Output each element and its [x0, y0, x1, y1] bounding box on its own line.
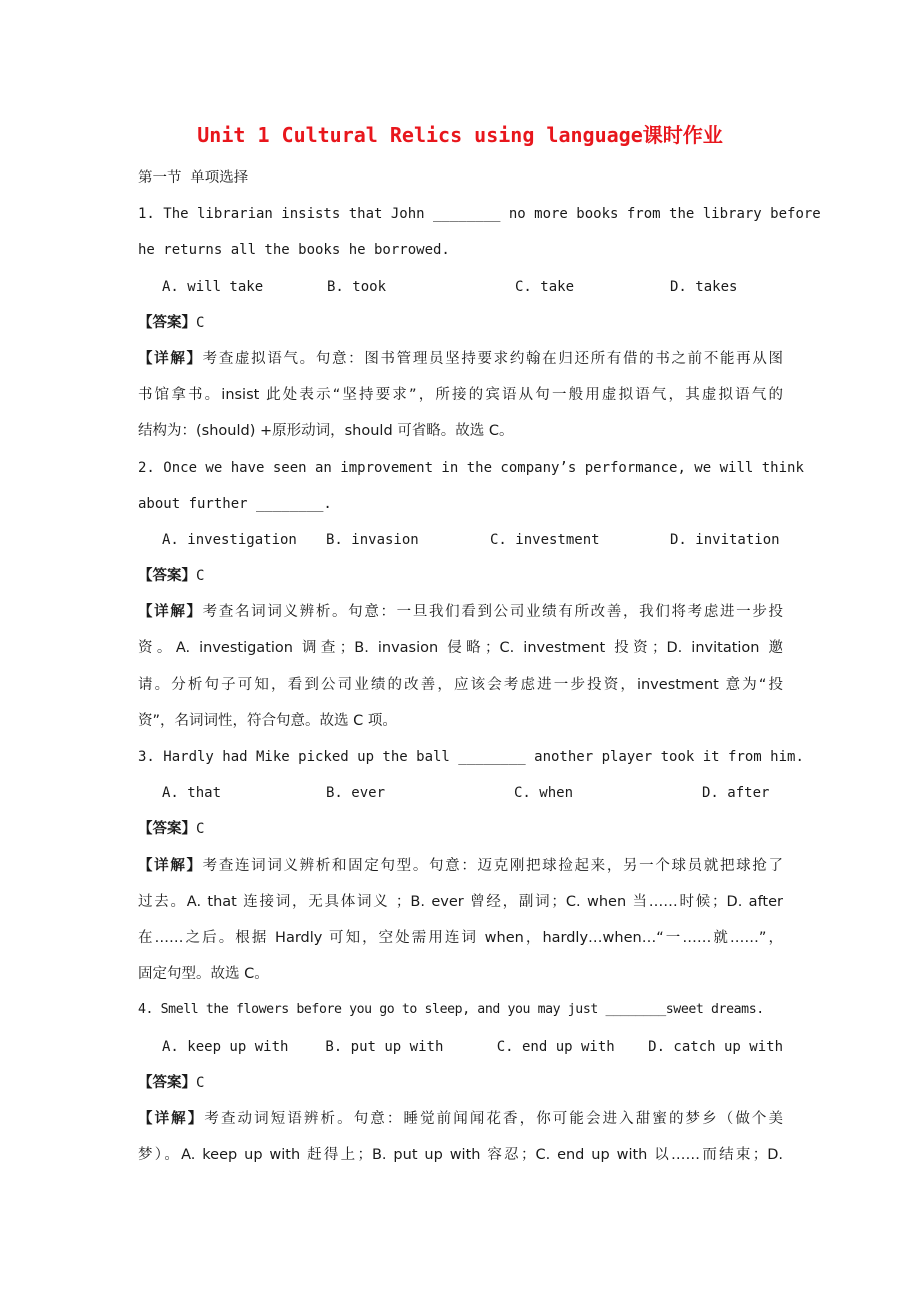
answer-options [138, 1029, 783, 1065]
explanation-line: 梦）。A. keep up with 赶得上；B. put up with 容忍；C. end up with 以……而结束；D. [138, 1147, 783, 1164]
option-a: A. will take [162, 278, 264, 295]
question-stem-line: 4. Smell the flowers before you go to sleep, and you may just ________sweet dreams. [138, 1002, 764, 1018]
explanation-line: 固定句型。故选 C。 [138, 966, 269, 983]
explanation [138, 848, 783, 993]
option-b: B. invasion [326, 531, 419, 548]
answer-options [138, 522, 783, 558]
answer-options [138, 775, 783, 811]
option-b: B. took [327, 278, 387, 295]
explanation-line: 在……之后。根据 Hardly 可知，空处需用连词 when，hardly…when…“一……就……”， [138, 929, 783, 946]
explanation-line: 书馆拿书。insist 此处表示“坚持要求”，所接的宾语从句一般用虚拟语气，其虚拟语气的 [138, 387, 783, 404]
question-2 [138, 450, 804, 740]
explanation-line: 资。A. investigation 调查；B. invasion 侵略；C. investment 投资；D. invitation 邀 [138, 640, 783, 657]
answer-label: 【答案】 [138, 314, 196, 331]
option-a: A. investigation [162, 531, 297, 548]
option-b: B. put up with [325, 1038, 444, 1055]
question-4 [138, 992, 783, 1173]
explanation [138, 341, 783, 450]
document-body [138, 160, 821, 1173]
option-d: D. after [702, 785, 770, 802]
answer-value: C [196, 314, 205, 331]
explanation-line: 【详解】考查动词短语辨析。句意：睡觉前闻闻花香，你可能会进入甜蜜的梦乡（做个美 [138, 1110, 784, 1127]
question-stem-line: 1. The librarian insists that John ________ no more books from the library before [138, 206, 821, 223]
answer-line [138, 811, 783, 847]
question-stem-line: about further ________. [138, 495, 332, 512]
option-d: D. invitation [670, 531, 780, 548]
answer-line [138, 558, 783, 594]
option-a: A. that [162, 785, 222, 802]
detail-label: 【详解】 [138, 857, 203, 874]
explanation-line: 请。分析句子可知，看到公司业绩的改善，应该会考虑进一步投资，investment 意为“投 [138, 676, 783, 693]
option-c: C. when [514, 785, 574, 802]
detail-label: 【详解】 [138, 604, 203, 621]
question-stem-line: 2. Once we have seen an improvement in the company’s performance, we will think [138, 459, 804, 476]
answer-label: 【答案】 [138, 568, 196, 585]
explanation-line: 资”，名词词性，符合句意。故选 C 项。 [138, 712, 397, 729]
section-heading: 第一节 单项选择 [138, 170, 249, 186]
option-c: C. take [515, 278, 575, 295]
explanation-line: 【详解】考查虚拟语气。句意：图书管理员坚持要求约翰在归还所有借的书之前不能再从图 [138, 350, 784, 367]
answer-value: C [196, 821, 205, 838]
question-3 [138, 739, 804, 992]
option-d: D. catch up with [648, 1038, 783, 1055]
explanation-line: 【详解】考查连词词义辨析和固定句型。句意：迈克刚把球捡起来，另一个球员就把球抢了 [138, 857, 784, 874]
option-d: D. takes [670, 278, 738, 295]
option-c: C. end up with [496, 1038, 615, 1055]
answer-value: C [196, 568, 205, 585]
question-stem-line: he returns all the books he borrowed. [138, 242, 450, 259]
explanation-line: 【详解】考查名词词义辨析。句意：一旦我们看到公司业绩有所改善，我们将考虑进一步投 [138, 604, 784, 621]
detail-label: 【详解】 [138, 1110, 205, 1127]
option-a: A. keep up with [162, 1038, 289, 1055]
question-1 [138, 196, 821, 449]
document-title: Unit 1 Cultural Relics using language课时作业 [197, 123, 723, 147]
question-stem-line: 3. Hardly had Mike picked up the ball ________ another player took it from him. [138, 749, 804, 765]
answer-line [138, 1065, 783, 1101]
answer-value: C [196, 1074, 205, 1091]
option-c: C. investment [490, 531, 600, 548]
explanation [138, 594, 783, 739]
answer-label: 【答案】 [138, 1074, 196, 1091]
answer-line [138, 305, 783, 341]
explanation-line: 结构为：(should) +原形动词，should 可省略。故选 C。 [138, 423, 514, 440]
explanation-line: 过去。A. that 连接词，无具体词义 ；B. ever 曾经，副词；C. when 当……时候；D. after [138, 893, 783, 910]
option-b: B. ever [326, 785, 386, 802]
answer-options [138, 269, 783, 305]
answer-label: 【答案】 [138, 821, 196, 838]
explanation [138, 1101, 783, 1173]
detail-label: 【详解】 [138, 350, 203, 367]
